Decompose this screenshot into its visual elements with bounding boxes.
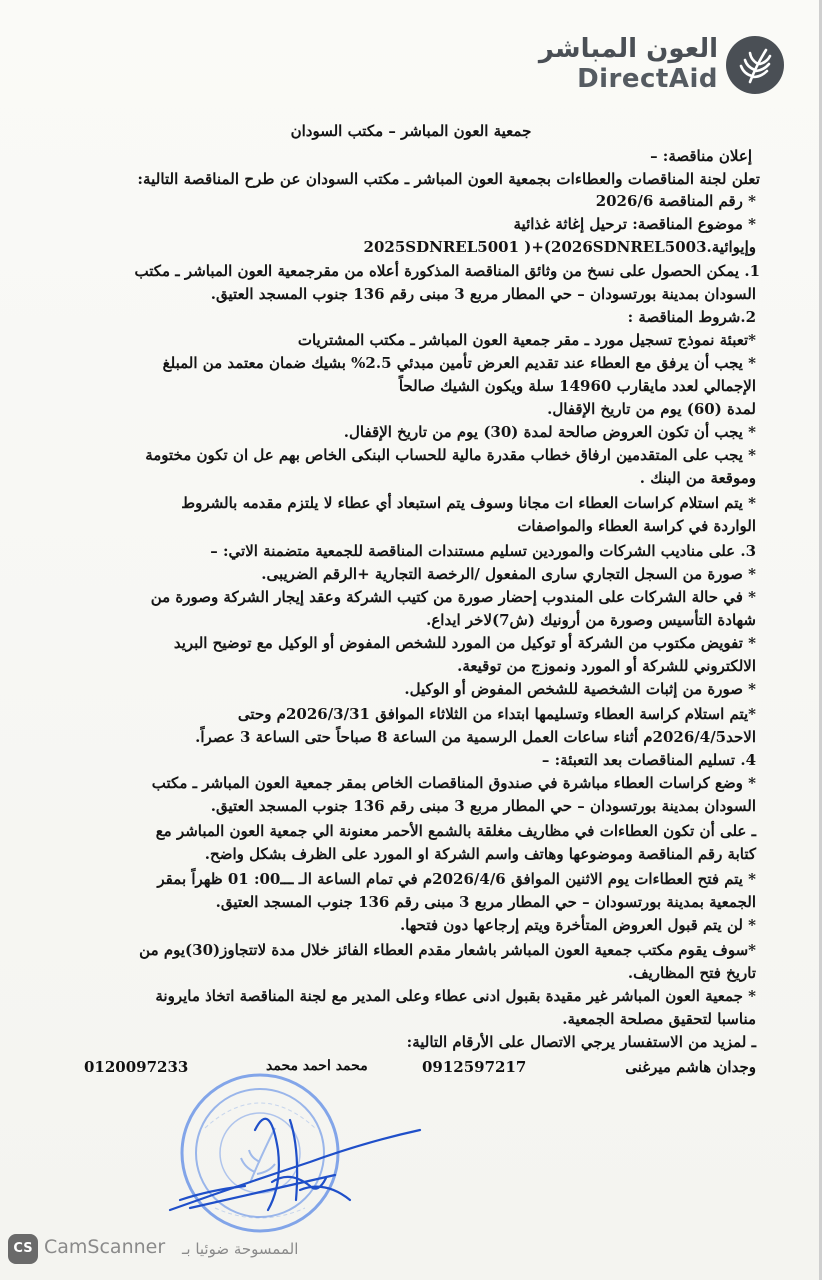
contact-list xyxy=(70,1058,756,1082)
doc-line: الاحد2026/4/5م أثناء ساعات العمل الرسمية من الساعة 8 صباحاً حتى الساعة 3 عصراً. xyxy=(195,728,756,746)
doc-line: * رقم المناقصة 2026/6 xyxy=(595,192,756,210)
doc-line: 4. تسليم المناقصات بعد التعبئة: – xyxy=(541,751,756,769)
doc-line: ـ على أن تكون العطاءات في مظاريف مغلقة بالشمع الأحمر معنونة الي جمعية العون المباشر مع xyxy=(155,822,756,840)
doc-line: * يتم فتح العطاءات يوم الاثنين الموافق 2026/4/6م في تمام الساعة الـ ـــ00: 01 ظهراً بمقر xyxy=(157,870,756,888)
doc-line: مناسبا لتحقيق مصلحة الجمعية. xyxy=(562,1010,756,1028)
logo-english-text: DirectAid xyxy=(577,64,718,94)
doc-line: * لن يتم قبول العروض المتأخرة ويتم إرجاعها دون فتحها. xyxy=(399,916,756,934)
doc-line: * جمعية العون المباشر غير مقيدة بقبول ادنى عطاء وعلى المدير مع لجنة المناقصة اتخاذ مايرونة xyxy=(155,987,756,1005)
doc-line: * وضع كراسات العطاء مباشرة في صندوق المناقصات الخاص بمقر جمعية العون المباشر ـ مكتب xyxy=(151,774,756,792)
doc-line: إعلان مناقصة: – xyxy=(650,147,752,165)
doc-line: الجمعية بمدينة بورتسودان – حي المطار مربع 3 مبنى رقم 136 جنوب المسجد العتيق. xyxy=(215,893,756,911)
doc-line: * يجب أن يرفق مع العطاء عند تقديم العرض تأمين مبدئي 2.5% بشيك ضمان معتمد من المبلغ xyxy=(162,354,756,372)
doc-line: السودان بمدينة بورتسودان – حي المطار مربع 3 مبنى رقم 136 جنوب المسجد العتيق. xyxy=(210,285,756,303)
doc-line: *تعبئة نموذج تسجيل مورد ـ مقر جمعية العون المباشر ـ مكتب المشتريات xyxy=(297,331,756,349)
doc-line: تاريخ فتح المظاريف. xyxy=(627,964,756,982)
camscanner-brand: CamScanner xyxy=(44,1236,166,1258)
doc-line: تعلن لجنة المناقصات والعطاءات بجمعية العون المباشر ـ مكتب السودان عن طرح المناقصة التالية: xyxy=(137,170,760,188)
doc-title: جمعية العون المباشر – مكتب السودان xyxy=(290,122,532,140)
doc-line: كتابة رقم المناقصة وموضوعها وهاتف واسم الشركة او المورد على الظرف بشكل واضح. xyxy=(204,845,756,863)
wheat-icon xyxy=(726,36,784,94)
doc-line: *يتم استلام كراسة العطاء وتسليمها ابتداء من الثلاثاء الموافق 2026/3/31م وحتى xyxy=(237,705,756,723)
doc-line: * صورة من السجل التجاري سارى المفعول /الرخصة التجارية +الرقم الضريبى. xyxy=(261,565,756,583)
camscanner-icon: CS xyxy=(8,1234,38,1264)
doc-line: ـ لمزيد من الاستفسار يرجي الاتصال على الأرقام التالية: xyxy=(406,1033,756,1051)
doc-line: لمدة (60) يوم من تاريخ الإقفال. xyxy=(547,400,756,418)
doc-line: * موضوع المناقصة: ترحيل إغاثة غذائية xyxy=(513,215,756,233)
doc-line: الواردة في كراسة العطاء والمواصفات xyxy=(517,517,756,535)
doc-line: وموقعة من البنك . xyxy=(639,469,756,487)
doc-line: * يجب على المتقدمين ارفاق خطاب مقدرة مالية للحساب البنكى الخاص بهم عل ان تكون مختومة xyxy=(145,446,756,464)
doc-line: الإجمالي لعدد مايقارب 14960 سلة ويكون الشيك صالحاً xyxy=(398,377,756,395)
doc-line: * في حالة الشركات على المندوب إحضار صورة من كتيب الشركة وعقد إيجار الشركة وصورة من xyxy=(150,588,756,606)
contact-name: محمد احمد محمد xyxy=(266,1058,368,1074)
doc-line: * تفويض مكتوب من الشركة أو توكيل من المورد للشخص المفوض أو الوكيل مع توضيح البريد xyxy=(173,634,756,652)
doc-line: * يجب أن تكون العروض صالحة لمدة (30) يوم من تاريخ الإقفال. xyxy=(343,423,756,441)
doc-line: 1. يمكن الحصول على نسخ من وثائق المناقصة المذكورة أعلاه من مقرجمعية العون المباشر ـ مكتب xyxy=(134,262,760,280)
doc-line: 2.شروط المناقصة : xyxy=(627,308,756,326)
contact-phone: 0912597217 xyxy=(422,1058,527,1076)
doc-line: شهادة التأسيس وصورة من أرونيك (ش7)لاخر ايداع. xyxy=(426,611,756,629)
camscanner-arabic: الممسوحة ضوئيا بـ xyxy=(182,1240,299,1258)
logo-arabic-text: العون المباشر xyxy=(538,34,718,64)
doc-line: *سوف يقوم مكتب جمعية العون المباشر باشعار مقدم العطاء الفائز خلال مدة لاتتجاوز(30)يوم من xyxy=(139,941,756,959)
doc-line: * يتم استلام كراسات العطاء ات مجانا وسوف يتم استبعاد أي عطاء لا يلتزم مقدمه بالشروط xyxy=(181,494,756,512)
contact-phone: 0120097233 xyxy=(84,1058,189,1076)
doc-line: وإيوائية.2025SDNREL5001 )+(2026SDNREL5003 xyxy=(363,238,756,256)
signature xyxy=(150,1090,430,1240)
doc-line: 3. على مناديب الشركات والموردين تسليم مستندات المناقصة للجمعية متضمنة الاتي: – xyxy=(210,542,756,560)
directaid-logo xyxy=(538,34,784,94)
doc-line: * صورة من إثبات الشخصية للشخص المفوض أو الوكيل. xyxy=(404,680,756,698)
doc-line: الالكتروني للشركة أو المورد ونموزج من توقيعة. xyxy=(457,657,756,675)
contact-name: وجدان هاشم ميرغنى xyxy=(625,1058,756,1076)
doc-line: السودان بمدينة بورتسودان – حي المطار مربع 3 مبنى رقم 136 جنوب المسجد العتيق. xyxy=(210,797,756,815)
